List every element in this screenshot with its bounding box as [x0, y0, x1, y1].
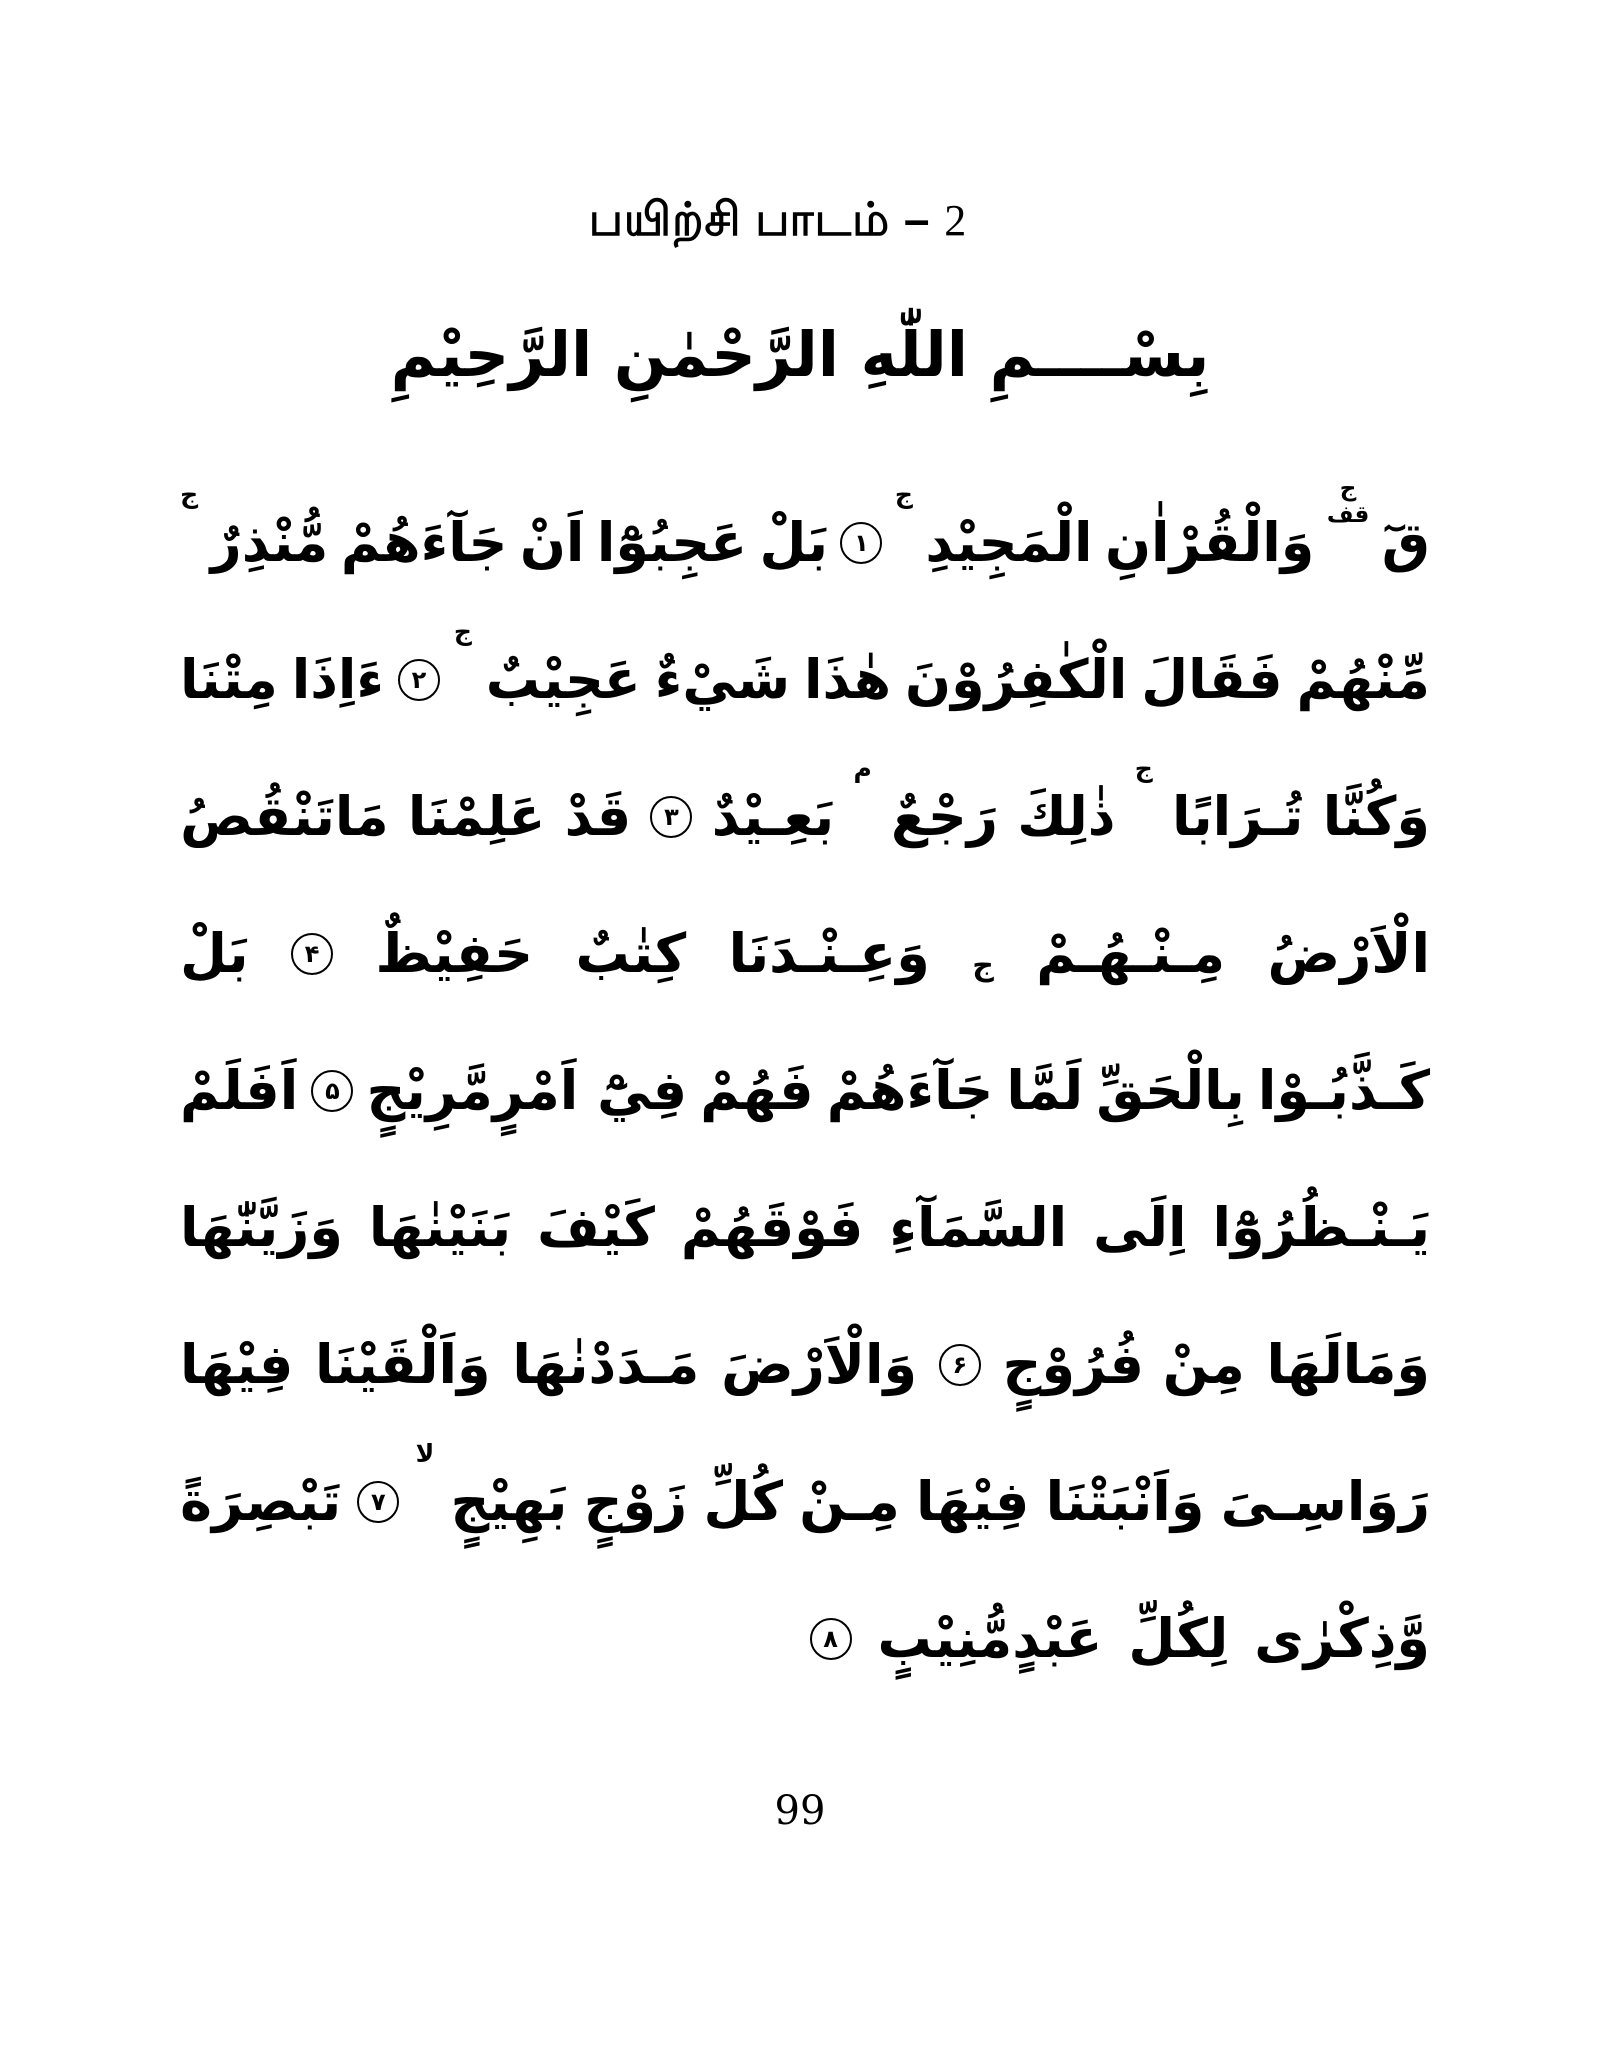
quran-word: فِيْهَا — [916, 1470, 1030, 1533]
quran-word: تُـرَابًا — [1172, 785, 1304, 848]
quran-word: وَاَلْقَيْنَا — [315, 1333, 491, 1396]
quran-word: بِالْحَقِّ — [1096, 1059, 1245, 1122]
waqf-mark: ج — [1339, 476, 1357, 502]
verse-number-badge: ۲ — [398, 659, 440, 701]
quran-word: فَقَالَ — [1141, 648, 1283, 711]
verse-number-badge: ۱ — [840, 522, 882, 564]
page-title-tamil: பயிற்சி பாடம் — [588, 193, 891, 245]
page-title-number: 2 — [944, 196, 968, 245]
quran-word: مِّنْهُمْ — [1296, 648, 1430, 711]
quran-word: بَعِـيْدٌ — [711, 785, 835, 848]
quran-block — [180, 474, 1430, 1707]
quran-word: السَّمَآءِ — [889, 1196, 1068, 1259]
quran-word: لَمَّا — [1006, 1059, 1084, 1122]
quran-word: مِتْنَا — [180, 648, 278, 711]
quran-word: جَآءَهُمْ — [826, 1059, 994, 1122]
quran-word: الْكٰفِرُوْنَ — [905, 648, 1128, 711]
waqf-mark: لا — [415, 1439, 435, 1468]
waqf-mark: م — [853, 754, 872, 783]
quran-word: مِـنْـهُـمْ — [1036, 922, 1226, 985]
verse-number-badge: ۸ — [810, 1618, 852, 1660]
quran-word: وَمَالَهَا — [1266, 1333, 1430, 1396]
quran-word: بَلْ — [759, 511, 829, 574]
quran-word: تَبْصِرَةً — [180, 1470, 342, 1533]
quran-line — [180, 474, 1430, 611]
quran-word: عَجِبُوْٓا — [596, 511, 748, 574]
waqf-mark: ج — [894, 480, 913, 509]
page-number: 99 — [774, 1788, 826, 1834]
waqf-mark-stack — [1327, 476, 1369, 529]
verse-number-badge: ۷ — [357, 1481, 399, 1523]
quran-word: عَجِيْبٌ — [485, 648, 641, 711]
quran-word: عَلِمْنَا — [407, 785, 546, 848]
quran-word: مِنْ فُرُوْجٍ — [1002, 1333, 1245, 1396]
quran-word: فَوْقَهُمْ — [680, 1196, 864, 1259]
verse-number-badge: ۳ — [650, 796, 692, 838]
quran-line — [180, 885, 1430, 1022]
quran-word: بَهِيْجٍ — [450, 1470, 568, 1533]
quran-word: شَيْءٌ — [654, 648, 791, 711]
verse-number-badge: ۵ — [311, 1070, 353, 1112]
quran-line — [180, 1433, 1430, 1570]
quran-word: زَوْجٍ — [583, 1470, 688, 1533]
page-title — [0, 192, 1556, 253]
quran-word: مِـنْ — [799, 1470, 900, 1533]
quran-word: وَّذِكْرٰى — [1254, 1607, 1430, 1670]
quran-word: مَـدَدْنٰهَا — [512, 1333, 700, 1396]
quran-word: وَعِـنْـدَنَا — [728, 922, 930, 985]
quran-word: مُّنْذِرٌ — [210, 511, 329, 574]
bismillah-text: بِسْــــمِ اللّٰهِ الرَّحْمٰنِ الرَّحِيْمِ — [390, 318, 1210, 391]
quran-word: وَكُنَّا — [1322, 785, 1430, 848]
quran-word: اَفَلَمْ — [180, 1059, 299, 1122]
quran-word: كُلِّ — [703, 1470, 784, 1533]
quran-word: بَلْ — [180, 922, 249, 985]
quran-word: وَالْقُرْاٰنِ — [1104, 511, 1315, 574]
quran-word: هٰذَا — [803, 648, 892, 711]
waqf-mark: ج — [972, 948, 994, 983]
verse-number-badge: ۶ — [939, 1344, 981, 1386]
quran-word: رَجْعٌ — [891, 785, 998, 848]
waqf-mark: قف — [1326, 502, 1370, 529]
quran-line — [180, 1570, 1430, 1707]
quran-word: كَيْفَ — [537, 1196, 655, 1259]
quran-line — [180, 1159, 1430, 1296]
quran-word: الْاَرْضُ — [1267, 922, 1430, 985]
quran-word: قٓ — [1381, 511, 1430, 574]
waqf-mark: ج — [180, 480, 199, 509]
quran-line — [180, 611, 1430, 748]
quran-line — [180, 748, 1430, 885]
quran-word: جَآءَهُمْ — [340, 511, 508, 574]
waqf-mark: ج — [453, 617, 472, 646]
quran-word: فِيْٓ اَمْرٍمَّرِيْجٍ — [366, 1059, 688, 1122]
quran-word: فَهُمْ — [700, 1059, 814, 1122]
quran-word: اِلَى — [1093, 1196, 1187, 1259]
quran-word: ذٰلِكَ — [1017, 785, 1116, 848]
quran-word: فِيْهَا — [180, 1333, 294, 1396]
quran-word: وَزَيَّنّٰهَا — [180, 1196, 343, 1259]
quran-word: بَنَيْنٰهَا — [368, 1196, 512, 1259]
quran-word: وَاَنْبَتْنَا — [1045, 1470, 1205, 1533]
waqf-mark: ج — [1134, 754, 1153, 783]
verse-number-badge: ۴ — [291, 933, 333, 975]
quran-word: يَـنْـظُرُوْٓا — [1212, 1196, 1430, 1259]
quran-word: قَدْ — [564, 785, 632, 848]
quran-word: وَالْاَرْضَ — [721, 1333, 918, 1396]
quran-word: كِتٰبٌ — [575, 922, 687, 985]
quran-word: الْمَجِيْدِ — [925, 511, 1093, 574]
quran-word: مَاتَنْقُصُ — [180, 785, 389, 848]
quran-word: رَوَاسِـىَ — [1220, 1470, 1430, 1533]
page-title-dash: – — [903, 193, 931, 245]
quran-line — [180, 1022, 1430, 1159]
quran-word: حَفِيْظٌ — [375, 922, 534, 985]
quran-word: كَـذَّبُـوْا — [1257, 1059, 1430, 1122]
quran-word: ءَاِذَا — [291, 648, 385, 711]
quran-word: اَنْ — [519, 511, 585, 574]
quran-word: عَبْدٍمُّنِيْبٍ — [877, 1607, 1103, 1670]
quran-word: لِكُلِّ — [1128, 1607, 1229, 1670]
quran-line — [180, 1296, 1430, 1433]
